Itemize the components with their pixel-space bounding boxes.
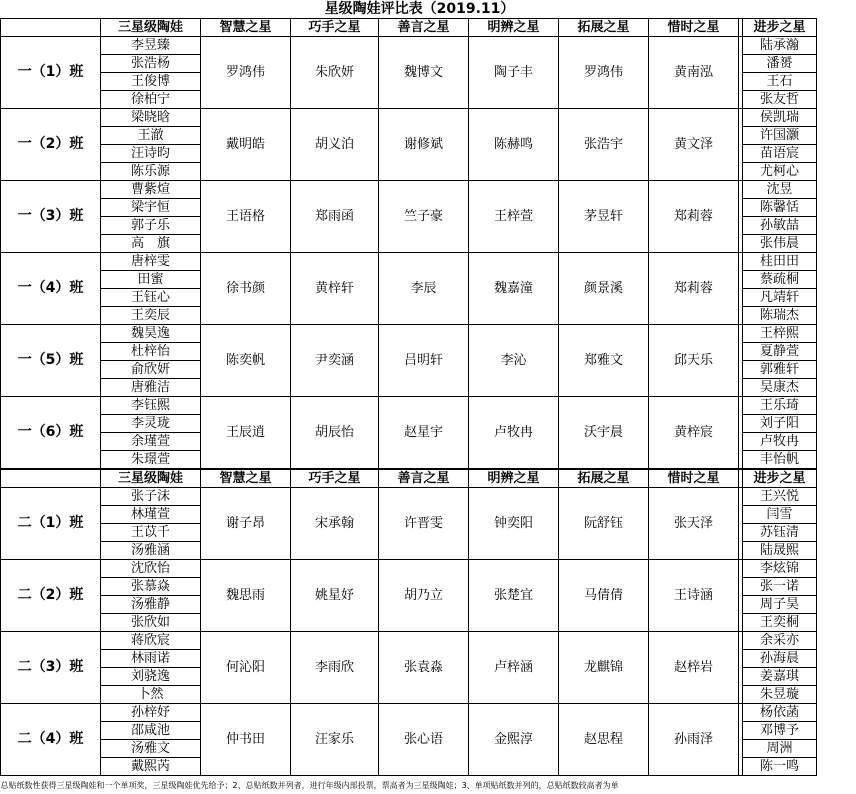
progress-name: 苏钰清 [743,524,817,542]
three-star-name: 唐雅洁 [101,379,201,397]
award-wisdom: 谢子昂 [201,488,291,560]
progress-name: 杨依菡 [743,704,817,722]
progress-name: 苗语宸 [743,145,817,163]
class-name: 二（3）班 [1,632,101,704]
award-speech: 赵星宇 [379,397,469,470]
progress-name: 张友哲 [743,91,817,109]
three-star-name: 汤雅静 [101,596,201,614]
three-star-name: 俞欣妍 [101,361,201,379]
progress-name: 郭雅轩 [743,361,817,379]
three-star-name: 张慕焱 [101,578,201,596]
three-star-name: 沈欣怡 [101,560,201,578]
award-wisdom: 陈奕帆 [201,325,291,397]
progress-name: 陈一鸣 [743,758,817,776]
progress-name: 周子昊 [743,596,817,614]
three-star-name: 田蜜 [101,271,201,289]
award-judge: 钟奕阳 [469,488,559,560]
progress-name: 卢牧冉 [743,433,817,451]
award-expand: 郑雅文 [559,325,649,397]
header-1: 智慧之星 [201,469,291,488]
three-star-name: 刘骁逸 [101,668,201,686]
class-name: 二（1）班 [1,488,101,560]
award-expand: 罗鸿伟 [559,37,649,109]
class-name: 二（2）班 [1,560,101,632]
three-star-name: 李昱臻 [101,37,201,55]
progress-name: 闫雪 [743,506,817,524]
award-hands: 胡辰怡 [291,397,379,470]
progress-name: 沈昱 [743,181,817,199]
progress-name: 张伟晨 [743,235,817,253]
award-time: 郑莉蓉 [649,253,739,325]
progress-name: 周洲 [743,740,817,758]
award-expand: 茅昱轩 [559,181,649,253]
award-wisdom: 魏思雨 [201,560,291,632]
table-title: 星级陶娃评比表（2019.11） [101,0,739,19]
progress-name: 王乐琦 [743,397,817,415]
header-4: 明辨之星 [469,19,559,37]
three-star-name: 汤雅涵 [101,542,201,560]
three-star-name: 卜然 [101,686,201,704]
three-star-name: 邵咸池 [101,722,201,740]
title-right-blank [743,0,817,19]
three-star-name: 杜梓怡 [101,343,201,361]
progress-name: 余采亦 [743,632,817,650]
award-hands: 胡义泊 [291,109,379,181]
award-expand: 赵思程 [559,704,649,776]
award-judge: 王梓萱 [469,181,559,253]
award-judge: 魏嘉潼 [469,253,559,325]
award-time: 张天泽 [649,488,739,560]
progress-name: 邓博予 [743,722,817,740]
three-star-name: 陈乐源 [101,163,201,181]
three-star-name: 曹紫煊 [101,181,201,199]
award-expand: 马倩倩 [559,560,649,632]
award-time: 郑莉蓉 [649,181,739,253]
award-time: 赵梓岩 [649,632,739,704]
award-hands: 尹奕涵 [291,325,379,397]
award-expand: 张浩宇 [559,109,649,181]
class-name: 一（5）班 [1,325,101,397]
progress-name: 姜嘉琪 [743,668,817,686]
progress-name: 刘子阳 [743,415,817,433]
class-name: 一（2）班 [1,109,101,181]
progress-name: 吴康杰 [743,379,817,397]
progress-name: 陆承瀚 [743,37,817,55]
award-wisdom: 徐书颜 [201,253,291,325]
header-4: 明辨之星 [469,469,559,488]
award-speech: 许晋雯 [379,488,469,560]
award-expand: 龙麒锦 [559,632,649,704]
progress-name: 陆晟熙 [743,542,817,560]
header-0: 三星级陶娃 [101,469,201,488]
award-wisdom: 王辰逍 [201,397,291,470]
progress-name: 凡靖轩 [743,289,817,307]
award-expand: 颜景溪 [559,253,649,325]
header-3: 善言之星 [379,19,469,37]
progress-name: 丰怡帆 [743,451,817,470]
award-time: 黄梓宸 [649,397,739,470]
three-star-name: 蒋欣宸 [101,632,201,650]
award-time: 黄文泽 [649,109,739,181]
three-star-name: 郭子乐 [101,217,201,235]
header-2: 巧手之星 [291,469,379,488]
progress-name: 孙海晨 [743,650,817,668]
award-time: 王诗涵 [649,560,739,632]
progress-name: 王奕桐 [743,614,817,632]
award-speech: 竺子豪 [379,181,469,253]
progress-name: 桂田田 [743,253,817,271]
three-star-name: 王奕辰 [101,307,201,325]
three-star-name: 梁晓晗 [101,109,201,127]
three-star-name: 林瑾萱 [101,506,201,524]
three-star-name: 林雨诺 [101,650,201,668]
three-star-name: 唐梓雯 [101,253,201,271]
award-speech: 吕明轩 [379,325,469,397]
progress-name: 尤柯心 [743,163,817,181]
progress-name: 侯凯瑞 [743,109,817,127]
progress-name: 夏静萱 [743,343,817,361]
class-name: 一（1）班 [1,37,101,109]
three-star-name: 魏昊逸 [101,325,201,343]
header-5: 拓展之星 [559,19,649,37]
award-wisdom: 王语格 [201,181,291,253]
award-judge: 李沁 [469,325,559,397]
class-name: 一（3）班 [1,181,101,253]
award-speech: 胡乃立 [379,560,469,632]
progress-name: 陈馨恬 [743,199,817,217]
progress-name: 张一诺 [743,578,817,596]
award-time: 孙雨泽 [649,704,739,776]
award-wisdom: 仲书田 [201,704,291,776]
three-star-name: 余瑾萱 [101,433,201,451]
award-judge: 卢牧冉 [469,397,559,470]
footnote: 总贴纸数性获得三星级陶娃和一个单项奖，三星级陶娃优先给予；2、总贴纸数并列者，进行年级内部投票，票高者为三星级陶娃；3、单项贴纸数并列的，总贴纸数较高者为单 [1,776,817,794]
award-hands: 朱欣妍 [291,37,379,109]
award-time: 邱天乐 [649,325,739,397]
header-class-col [1,19,101,37]
award-hands: 姚星妤 [291,560,379,632]
class-name: 一（6）班 [1,397,101,470]
award-expand: 沃宇晨 [559,397,649,470]
three-star-name: 张浩杨 [101,55,201,73]
header-7: 进步之星 [743,469,817,488]
three-star-name: 王钰心 [101,289,201,307]
class-name: 一（4）班 [1,253,101,325]
award-judge: 陶子丰 [469,37,559,109]
award-judge: 金熙淳 [469,704,559,776]
three-star-name: 王俊博 [101,73,201,91]
header-0: 三星级陶娃 [101,19,201,37]
progress-name: 朱昱璇 [743,686,817,704]
three-star-name: 戴熙芮 [101,758,201,776]
progress-name: 孙敏喆 [743,217,817,235]
award-wisdom: 何沁阳 [201,632,291,704]
progress-name: 蔡疏桐 [743,271,817,289]
award-expand: 阮舒钰 [559,488,649,560]
award-judge: 陈赫鸣 [469,109,559,181]
progress-name: 王梓熙 [743,325,817,343]
header-7: 进步之星 [743,19,817,37]
award-speech: 张心语 [379,704,469,776]
header-1: 智慧之星 [201,19,291,37]
header-class-col [1,469,101,488]
header-2: 巧手之星 [291,19,379,37]
three-star-name: 徐柏宁 [101,91,201,109]
header-3: 善言之星 [379,469,469,488]
award-hands: 李雨欣 [291,632,379,704]
award-time: 黄南泓 [649,37,739,109]
three-star-name: 汤雅文 [101,740,201,758]
three-star-name: 王苡千 [101,524,201,542]
award-speech: 李辰 [379,253,469,325]
award-wisdom: 罗鸿伟 [201,37,291,109]
three-star-name: 李钰熙 [101,397,201,415]
award-speech: 谢修斌 [379,109,469,181]
award-hands: 宋承翰 [291,488,379,560]
three-star-name: 张欣如 [101,614,201,632]
three-star-name: 高 旗 [101,235,201,253]
award-speech: 魏博文 [379,37,469,109]
progress-name: 王石 [743,73,817,91]
award-hands: 汪家乐 [291,704,379,776]
progress-name: 陈瑞杰 [743,307,817,325]
progress-name: 潘赟 [743,55,817,73]
header-6: 惜时之星 [649,469,739,488]
three-star-name: 王澈 [101,127,201,145]
award-judge: 卢梓涵 [469,632,559,704]
three-star-name: 张子沫 [101,488,201,506]
progress-name: 许国灏 [743,127,817,145]
three-star-name: 梁宇恒 [101,199,201,217]
award-judge: 张楚宜 [469,560,559,632]
progress-name: 李炫锦 [743,560,817,578]
award-wisdom: 戴明皓 [201,109,291,181]
award-hands: 郑雨函 [291,181,379,253]
class-name: 二（4）班 [1,704,101,776]
award-speech: 张袁淼 [379,632,469,704]
header-6: 惜时之星 [649,19,739,37]
header-5: 拓展之星 [559,469,649,488]
title-left-blank [1,0,101,19]
progress-name: 王兴悦 [743,488,817,506]
three-star-name: 朱璟萱 [101,451,201,470]
three-star-name: 汪诗昀 [101,145,201,163]
three-star-name: 孙梓妤 [101,704,201,722]
award-hands: 黄梓轩 [291,253,379,325]
three-star-name: 李灵珑 [101,415,201,433]
